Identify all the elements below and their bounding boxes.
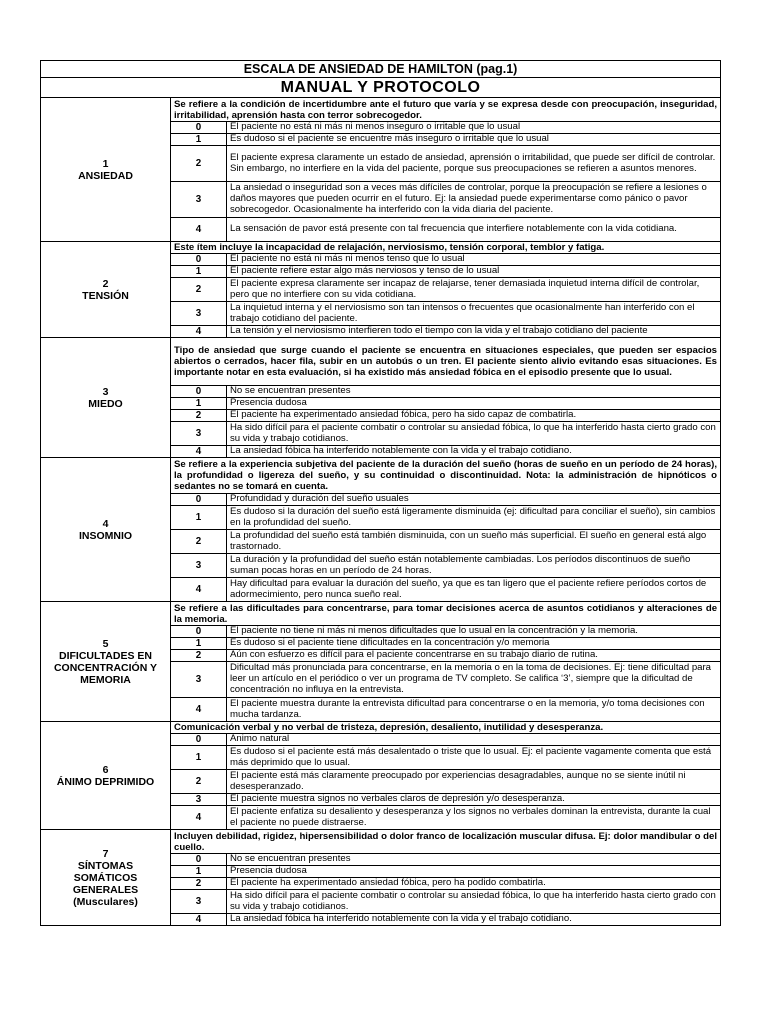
- score-value: 4: [171, 218, 227, 242]
- score-value: 1: [171, 266, 227, 278]
- score-description: Aún con esfuerzo es difícil para el paciente concentrarse en su trabajo diario de rutina.: [227, 650, 721, 662]
- item-name-line: DIFICULTADES EN: [59, 649, 152, 662]
- score-description: El paciente no está ni más ni menos inseguro o irritable que lo usual: [227, 122, 721, 134]
- item-name-line: TENSIÓN: [82, 289, 129, 302]
- item-number: 7: [102, 847, 109, 860]
- score-value: 2: [171, 410, 227, 422]
- score-description: Presencia dudosa: [227, 398, 721, 410]
- score-description: El paciente enfatiza su desaliento y desesperanza y los signos no verbales dominan la entrevista, durante la cual el paciente no puede distraerse.: [227, 806, 721, 830]
- score-description: El paciente refiere estar algo más nerviosos y tenso de lo usual: [227, 266, 721, 278]
- score-description: El paciente muestra durante la entrevista dificultad para concentrarse o en la memoria, y/o toma decisiones con mucha tardanza.: [227, 698, 721, 722]
- score-description: Dificultad más pronunciada para concentrarse, en la memoria o en la toma de decisiones. Ej: tiene dificultad para leer un artículo en el periódico o ver un programa de TV completo. Se califica ‘3’, siempre que la dificultad de concentración no influya en la entrevista.: [227, 662, 721, 698]
- item-2-description-row: [41, 242, 721, 254]
- score-description: Ha sido difícil para el paciente combatir o controlar su ansiedad fóbica, lo que ha interferido hasta cierto grado con su vida y trabajo cotidianos.: [227, 422, 721, 446]
- document-title: ESCALA DE ANSIEDAD DE HAMILTON (pag.1): [41, 61, 721, 78]
- title-row: [41, 61, 721, 78]
- score-description: La ansiedad o inseguridad son a veces más difíciles de controlar, porque la preocupación se refiere a lesiones o daños mayores que pueden ocurrir en el futuro. Ej: la ansiedad puede experimentarse como pánico o pavor sobrecogedor. Ocasionalmente ha interferido con la vida diaria del paciente.: [227, 182, 721, 218]
- score-value: 0: [171, 494, 227, 506]
- score-description: El paciente ha experimentado ansiedad fóbica, pero ha sido capaz de combatirla.: [227, 410, 721, 422]
- document-subtitle: MANUAL Y PROTOCOLO: [41, 78, 721, 98]
- score-value: 0: [171, 734, 227, 746]
- score-description: Es dudoso si el paciente tiene dificultades en la concentración y/o memoria: [227, 638, 721, 650]
- score-description: La ansiedad fóbica ha interferido notablemente con la vida y el trabajo cotidiano.: [227, 914, 721, 926]
- score-description: El paciente muestra signos no verbales claros de depresión y/o desesperanza.: [227, 794, 721, 806]
- score-value: 0: [171, 854, 227, 866]
- score-value: 4: [171, 578, 227, 602]
- score-value: 3: [171, 662, 227, 698]
- item-5-description-row: [41, 602, 721, 626]
- score-description: La sensación de pavor está presente con tal frecuencia que interfiere notablemente con la vida cotidiana.: [227, 218, 721, 242]
- score-value: 1: [171, 134, 227, 146]
- score-value: 4: [171, 446, 227, 458]
- item-label: [41, 830, 171, 926]
- score-value: 2: [171, 650, 227, 662]
- item-number: 5: [102, 637, 109, 650]
- item-description: Incluyen debilidad, rigidez, hipersensibilidad o dolor franco de localización muscular difusa. Ej: dolor mandibular o del cuello.: [171, 830, 721, 854]
- item-1-description-row: [41, 98, 721, 122]
- score-description: El paciente expresa claramente ser incapaz de relajarse, tener demasiada inquietud interna difícil de controlar, pero que no interfiere con su vida cotidiana.: [227, 278, 721, 302]
- item-name-line: MIEDO: [88, 397, 123, 410]
- score-description: No se encuentran presentes: [227, 854, 721, 866]
- score-value: 3: [171, 302, 227, 326]
- item-name-line: ANSIEDAD: [78, 169, 133, 182]
- score-description: La profundidad del sueño está también disminuida, con un sueño más superficial. El sueño en general está algo trastornado.: [227, 530, 721, 554]
- item-6-description-row: [41, 722, 721, 734]
- score-value: 3: [171, 794, 227, 806]
- item-name-line: SOMÁTICOS: [73, 871, 138, 884]
- score-description: El paciente está más claramente preocupado por experiencias desagradables, aunque no se siente inútil ni desesperanzado.: [227, 770, 721, 794]
- score-description: Profundidad y duración del sueño usuales: [227, 494, 721, 506]
- item-description: Se refiere a la condición de incertidumbre ante el futuro que varía y se expresa desde con preocupación, inseguridad, irritabilidad, aprensión hasta con terror sobrecogedor.: [171, 98, 721, 122]
- item-number: 3: [102, 385, 109, 398]
- item-label: [41, 242, 171, 338]
- item-name-line: CONCENTRACIÓN Y: [53, 661, 158, 674]
- score-value: 1: [171, 638, 227, 650]
- score-description: La tensión y el nerviosismo interfieren todo el tiempo con la vida y el trabajo cotidiano del paciente: [227, 326, 721, 338]
- score-value: 3: [171, 554, 227, 578]
- score-value: 2: [171, 530, 227, 554]
- item-name-line: GENERALES: [72, 883, 139, 896]
- score-description: Ánimo natural: [227, 734, 721, 746]
- score-value: 3: [171, 422, 227, 446]
- item-name-line: (Musculares): [73, 895, 138, 908]
- item-label: [41, 98, 171, 242]
- item-description: Se refiere a la experiencia subjetiva del paciente de la duración del sueño (horas de sueño en un período de 24 horas), la profundidad o ligereza del sueño, y su continuidad o discontinuidad. Nota: la administración de hipnóticos o sedantes no se tomará en cuenta.: [171, 458, 721, 494]
- item-name-line: MEMORIA: [80, 673, 131, 686]
- item-name-line: ÁNIMO DEPRIMIDO: [56, 775, 155, 788]
- score-value: 2: [171, 770, 227, 794]
- score-value: 4: [171, 326, 227, 338]
- score-description: El paciente ha experimentado ansiedad fóbica, pero ha podido combatirla.: [227, 878, 721, 890]
- item-description: Se refiere a las dificultades para concentrarse, para tomar decisiones acerca de asuntos cotidianos y alteraciones de la memoria.: [171, 602, 721, 626]
- item-3-description-row: [41, 338, 721, 386]
- score-value: 4: [171, 806, 227, 830]
- score-description: Es dudoso si la duración del sueño está ligeramente disminuida (ej: dificultad para conciliar el sueño), sin cambios en la profundidad del sueño.: [227, 506, 721, 530]
- score-value: 0: [171, 254, 227, 266]
- item-name-line: INSOMNIO: [78, 529, 133, 542]
- score-description: Hay dificultad para evaluar la duración del sueño, ya que es tan ligero que el paciente refiere períodos cortos de adormecimiento, pero nunca sueño real.: [227, 578, 721, 602]
- score-description: El paciente no está ni más ni menos tenso que lo usual: [227, 254, 721, 266]
- item-description: Este ítem incluye la incapacidad de relajación, nerviosismo, tensión corporal, temblor y fatiga.: [171, 242, 721, 254]
- item-label: [41, 722, 171, 830]
- score-value: 1: [171, 506, 227, 530]
- item-number: 2: [102, 277, 109, 290]
- item-label: [41, 602, 171, 722]
- item-number: 1: [102, 157, 109, 170]
- score-value: 0: [171, 626, 227, 638]
- score-value: 0: [171, 386, 227, 398]
- score-value: 2: [171, 146, 227, 182]
- item-4-description-row: [41, 458, 721, 494]
- hamilton-scale-table: [40, 60, 721, 926]
- score-description: El paciente expresa claramente un estado de ansiedad, aprensión o irritabilidad, que puede ser difícil de controlar. Sin embargo, no interfiere en la vida del paciente, porque sus preocupaciones se refieren a asuntos menores.: [227, 146, 721, 182]
- score-value: 1: [171, 398, 227, 410]
- score-description: Presencia dudosa: [227, 866, 721, 878]
- item-number: 6: [102, 763, 109, 776]
- score-value: 3: [171, 182, 227, 218]
- item-label: [41, 458, 171, 602]
- score-description: Ha sido difícil para el paciente combatir o controlar su ansiedad fóbica, lo que ha interferido hasta cierto grado con su vida y trabajo cotidianos.: [227, 890, 721, 914]
- score-value: 0: [171, 122, 227, 134]
- score-value: 2: [171, 278, 227, 302]
- item-description: Tipo de ansiedad que surge cuando el paciente se encuentra en situaciones especiales, que pueden ser espacios abiertos o cerrados, hacer fila, subir en un autobús o un tren. El paciente siento alivio evitando esas situaciones. Es importante notar en esta evaluación, si ha existido más ansiedad fóbica en el episodio presente que lo usual.: [171, 338, 721, 386]
- score-description: La inquietud interna y el nerviosismo son tan intensos o frecuentes que ocasionalmente han interferido con el trabajo cotidiano del paciente.: [227, 302, 721, 326]
- score-value: 1: [171, 866, 227, 878]
- score-description: Es dudoso si el paciente está más desalentado o triste que lo usual. Ej: el paciente vagamente comenta que está más deprimido que lo usual.: [227, 746, 721, 770]
- score-value: 2: [171, 878, 227, 890]
- score-description: Es dudoso si el paciente se encuentre más inseguro o irritable que lo usual: [227, 134, 721, 146]
- score-description: La ansiedad fóbica ha interferido notablemente con la vida y el trabajo cotidiano.: [227, 446, 721, 458]
- item-label: [41, 338, 171, 458]
- score-value: 4: [171, 914, 227, 926]
- item-description: Comunicación verbal y no verbal de tristeza, depresión, desaliento, inutilidad y desesperanza.: [171, 722, 721, 734]
- score-description: No se encuentran presentes: [227, 386, 721, 398]
- subtitle-row: [41, 78, 721, 98]
- item-number: 4: [102, 517, 109, 530]
- score-value: 4: [171, 698, 227, 722]
- item-name-line: SÍNTOMAS: [77, 859, 134, 872]
- item-7-description-row: [41, 830, 721, 854]
- score-description: La duración y la profundidad del sueño están notablemente cambiadas. Los períodos discontinuos de sueño suman pocas horas en un período de 24 horas.: [227, 554, 721, 578]
- score-value: 3: [171, 890, 227, 914]
- score-value: 1: [171, 746, 227, 770]
- score-description: El paciente no tiene ni más ni menos dificultades que lo usual en la concentración y la memoria.: [227, 626, 721, 638]
